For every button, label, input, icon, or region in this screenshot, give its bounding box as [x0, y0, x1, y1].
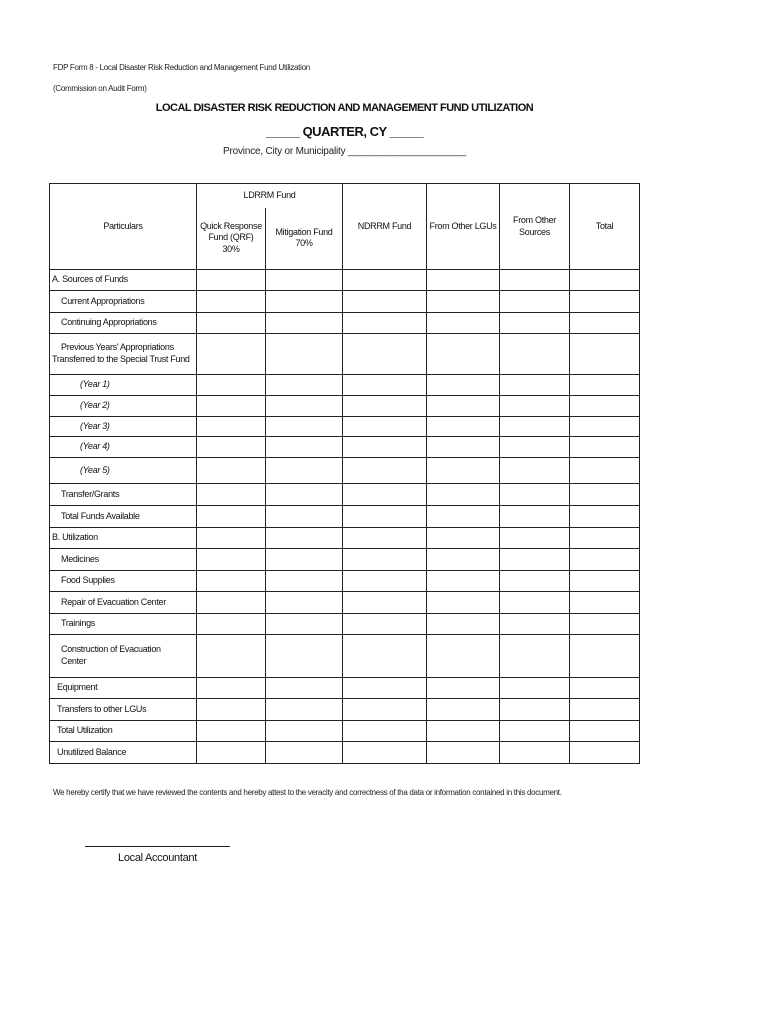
signatory-label: Local Accountant — [118, 852, 197, 864]
table-row — [50, 571, 640, 592]
form-note: (Commission on Audit Form) — [53, 84, 147, 93]
row-label-transfers-other-lgus: Transfers to other LGUs — [50, 699, 197, 721]
form-name: FDP Form 8 - Local Disaster Risk Reduction and Management Fund Utilization — [53, 63, 310, 72]
row-label-continuing-appropriations: Continuing Appropriations — [50, 313, 197, 334]
row-label-year-4: (Year 4) — [50, 437, 197, 458]
row-label-year-1: (Year 1) — [50, 375, 197, 396]
table-row — [50, 270, 640, 291]
row-label-repair-evacuation-center: Repair of Evacuation Center — [50, 592, 197, 614]
table-row — [50, 635, 640, 678]
table-row — [50, 592, 640, 614]
table-row — [50, 313, 640, 334]
row-label-utilization: B. Utilization — [50, 528, 197, 549]
header-particulars: Particulars — [50, 184, 197, 270]
table-row — [50, 417, 640, 437]
signature-line — [85, 846, 230, 847]
header-from-other-lgus: From Other LGUs — [427, 184, 500, 270]
table-row — [50, 721, 640, 742]
province-line: Province, City or Municipality ______________________ — [223, 146, 466, 157]
page-title: LOCAL DISASTER RISK REDUCTION AND MANAGEMENT FUND UTILIZATION — [155, 102, 534, 114]
row-label-total-utilization: Total Utilization — [50, 721, 197, 742]
header-ndrrm-fund: NDRRM Fund — [343, 184, 427, 270]
row-label-construction-evacuation-center: Construction of Evacuation Center — [50, 635, 197, 678]
table-row — [50, 506, 640, 528]
row-label-year-3: (Year 3) — [50, 417, 197, 437]
table-row — [50, 375, 640, 396]
row-label-medicines: Medicines — [50, 549, 197, 571]
table-row — [50, 396, 640, 417]
header-qrf: Quick Response Fund (QRF) 30% — [197, 208, 266, 270]
row-label-transfer-grants: Transfer/Grants — [50, 484, 197, 506]
quarter-line: _____ QUARTER, CY _____ — [265, 124, 424, 139]
table-row — [50, 334, 640, 375]
row-label-total-funds-available: Total Funds Available — [50, 506, 197, 528]
row-label-equipment: Equipment — [50, 678, 197, 699]
header-from-other-sources: From Other Sources — [500, 184, 570, 270]
table-row — [50, 699, 640, 721]
row-label-unutilized-balance: Unutilized Balance — [50, 742, 197, 764]
table-row — [50, 614, 640, 635]
row-label-previous-years-appropriations: Previous Years' Appropriations Transferred to the Special Trust Fund — [50, 334, 197, 375]
table-row — [50, 678, 640, 699]
header-ldrrm-fund: LDRRM Fund — [197, 184, 343, 208]
row-label-trainings: Trainings — [50, 614, 197, 635]
table-row — [50, 484, 640, 506]
row-label-year-5: (Year 5) — [50, 458, 197, 484]
table-row — [50, 549, 640, 571]
table-row — [50, 528, 640, 549]
row-label-current-appropriations: Current Appropriations — [50, 291, 197, 313]
row-label-year-2: (Year 2) — [50, 396, 197, 417]
table-row — [50, 742, 640, 764]
table-row — [50, 437, 640, 458]
row-label-sources-of-funds: A. Sources of Funds — [50, 270, 197, 291]
table-row — [50, 291, 640, 313]
fund-utilization-table — [49, 183, 640, 764]
table-row — [50, 458, 640, 484]
header-total: Total — [570, 184, 640, 270]
certification-text: We hereby certify that we have reviewed the contents and hereby attest to the veracity and correctness of tha data or information contained in this document. — [53, 788, 562, 797]
row-label-food-supplies: Food Supplies — [50, 571, 197, 592]
header-mitigation: Mitigation Fund 70% — [266, 208, 343, 270]
